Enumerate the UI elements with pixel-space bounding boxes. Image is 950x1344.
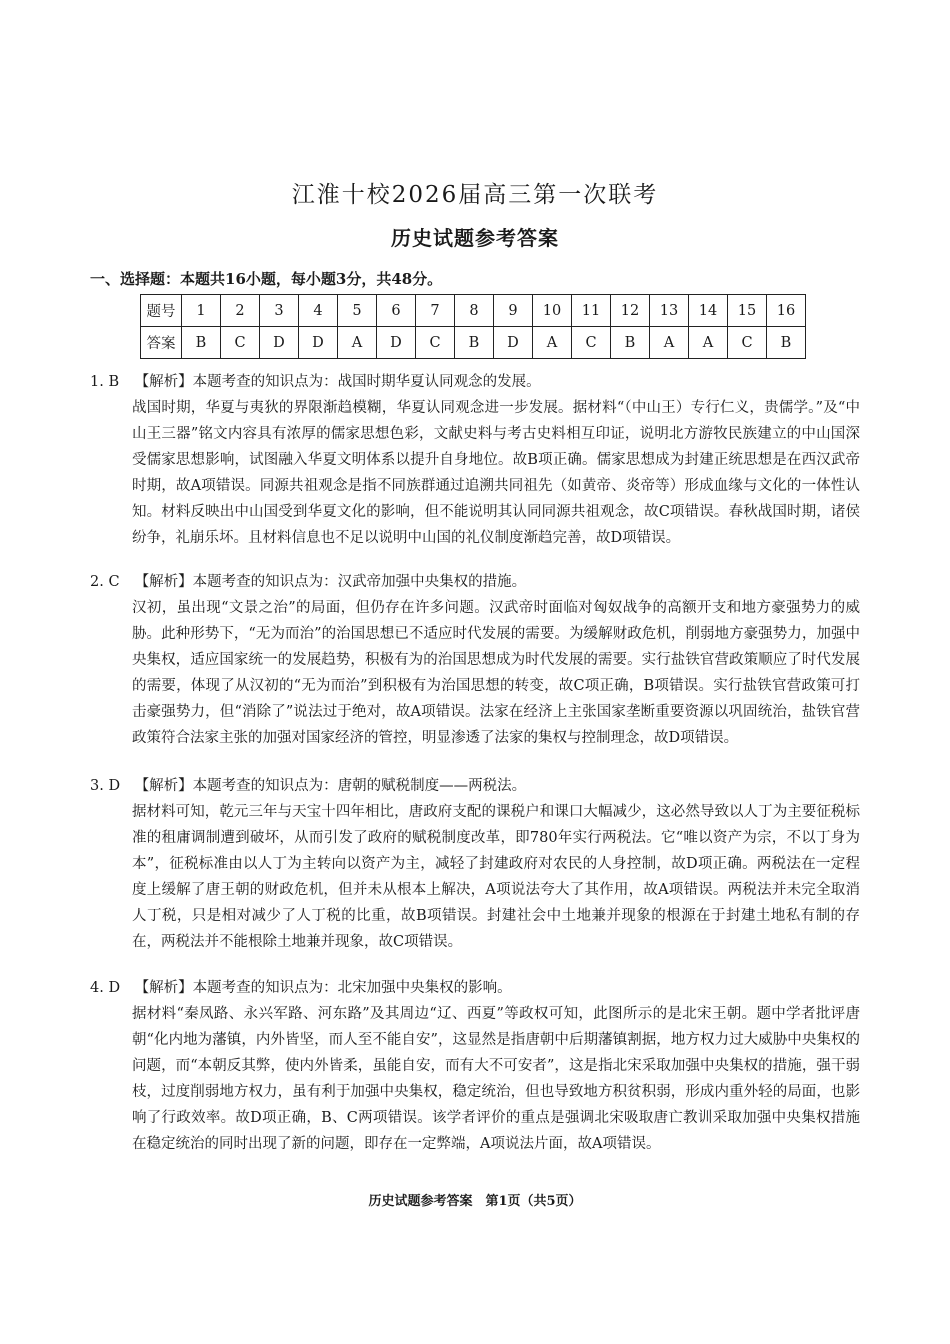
question-4 <box>90 975 860 1157</box>
question-number-cell: 12 <box>611 295 650 327</box>
question-number-cell: 4 <box>299 295 338 327</box>
question-number-cell: 5 <box>338 295 377 327</box>
question-explanation: 据材料“秦凤路、永兴军路、河东路”及其周边“辽、西夏”等政权可知，此图所示的是北宋王朝。题中学者批评唐朝“化内地为藩镇，内外皆坚，而人至不能自安”，这显然是指唐朝中后期藩镇割据，地方权力过大威胁中央集权的问题，而“本朝反其弊，使内外皆柔，虽能自安，而有大不可安者”，这是指北宋采取加强中央集权的措施，强干弱枝，过度削弱地方权力，虽有利于加强中央集权，稳定统治，但也导致地方积贫积弱，形成内重外轻的局面，也影响了行政效率。故D项正确，B、C两项错误。该学者评价的重点是强调北宋吸取唐亡教训采取加强中央集权措施在稳定统治的同时出现了新的问题，即存在一定弊端，A项说法片面，故A项错误。 <box>132 1006 860 1152</box>
answer-cell: D <box>377 327 416 359</box>
question-number-cell: 2 <box>221 295 260 327</box>
question-3 <box>90 773 860 955</box>
answer-cell: A <box>533 327 572 359</box>
question-number-cell: 13 <box>650 295 689 327</box>
question-number-cell: 15 <box>728 295 767 327</box>
document-subtitle: 历史试题参考答案 <box>391 226 559 250</box>
answer-table-answer-row <box>141 327 806 359</box>
number-row-label: 题号 <box>141 295 182 327</box>
answer-cell: C <box>572 327 611 359</box>
page-footer: 历史试题参考答案 第1页（共5页） <box>368 1194 582 1209</box>
question-number-cell: 11 <box>572 295 611 327</box>
question-number-cell: 9 <box>494 295 533 327</box>
question-analysis-heading: 【解析】本题考查的知识点为：唐朝的赋税制度——两税法。 <box>134 778 527 794</box>
question-number: 2. C <box>90 574 120 590</box>
answer-cell: C <box>728 327 767 359</box>
answer-cell: A <box>689 327 728 359</box>
question-explanation: 据材料可知，乾元三年与天宝十四年相比，唐政府支配的课税户和课口大幅减少，这必然导致以人丁为主要征税标准的租庸调制遭到破坏，从而引发了政府的赋税制度改革，即780年实行两税法。它“唯以资产为宗，不以丁身为本”，征税标准由以人丁为主转向以资产为主，减轻了封建政府对农民的人身控制，故D项正确。两税法在一定程度上缓解了唐王朝的财政危机，但并未从根本上解决，A项说法夸大了其作用，故A项错误。两税法并未完全取消人丁税，只是相对减少了人丁税的比重，故B项错误。封建社会中土地兼并现象的根源在于封建土地私有制的存在，两税法并不能根除土地兼并现象，故C项错误。 <box>132 804 860 950</box>
question-number-cell: 6 <box>377 295 416 327</box>
question-analysis-heading: 【解析】本题考查的知识点为：北宋加强中央集权的影响。 <box>134 980 512 996</box>
answer-cell: A <box>338 327 377 359</box>
question-2 <box>90 569 860 751</box>
answer-table <box>140 294 806 359</box>
question-number-cell: 8 <box>455 295 494 327</box>
question-analysis-heading: 【解析】本题考查的知识点为：汉武帝加强中央集权的措施。 <box>134 574 527 590</box>
question-explanation: 汉初，虽出现“文景之治”的局面，但仍存在许多问题。汉武帝时面临对匈奴战争的高额开支和地方豪强势力的威胁。此种形势下，“无为而治”的治国思想已不适应时代发展的需要。为缓解财政危机，削弱地方豪强势力，加强中央集权，适应国家统一的发展趋势，积极有为的治国思想成为时代发展的需要。实行盐铁官营政策顺应了时代发展的需要，体现了从汉初的“无为而治”到积极有为治国思想的转变，故C项正确，B项错误。实行盐铁官营政策可打击豪强势力，但“消除了”说法过于绝对，故A项错误。法家在经济上主张国家垄断重要资源以巩固统治，盐铁官营政策符合法家主张的加强对国家经济的管控，明显渗透了法家的集权与控制理念，故D项错误。 <box>132 600 860 746</box>
answer-table-number-row <box>141 295 806 327</box>
question-1 <box>90 369 860 551</box>
answer-cell: C <box>221 327 260 359</box>
question-number-cell: 7 <box>416 295 455 327</box>
answer-cell: D <box>299 327 338 359</box>
question-analysis-heading: 【解析】本题考查的知识点为：战国时期华夏认同观念的发展。 <box>134 374 541 390</box>
question-number-cell: 3 <box>260 295 299 327</box>
answer-cell: B <box>182 327 221 359</box>
question-number: 3. D <box>90 778 121 794</box>
question-number: 1. B <box>90 374 120 390</box>
question-number-cell: 16 <box>767 295 806 327</box>
question-number-cell: 10 <box>533 295 572 327</box>
question-number-cell: 1 <box>182 295 221 327</box>
question-explanation: 战国时期，华夏与夷狄的界限渐趋模糊，华夏认同观念进一步发展。据材料“（中山王）专行仁义，贵儒学。”及“中山王三器”铭文内容具有浓厚的儒家思想色彩，文献史料与考古史料相互印证，说明北方游牧民族建立的中山国深受儒家思想影响，试图融入华夏文明体系以提升自身地位。故B项正确。儒家思想成为封建正统思想是在西汉武帝时期，故A项错误。同源共祖观念是指不同族群通过追溯共同祖先（如黄帝、炎帝等）形成血缘与文化的一体性认知。材料反映出中山国受到华夏文化的影响，但不能说明其认同同源共祖观念，故C项错误。春秋战国时期，诸侯纷争，礼崩乐坏。且材料信息也不足以说明中山国的礼仪制度渐趋完善，故D项错误。 <box>132 400 860 546</box>
answer-cell: B <box>455 327 494 359</box>
answer-cell: B <box>767 327 806 359</box>
section-heading: 一、选择题：本题共16小题，每小题3分，共48分。 <box>90 270 443 288</box>
answer-row-label: 答案 <box>141 327 182 359</box>
question-number: 4. D <box>90 980 121 996</box>
answer-cell: A <box>650 327 689 359</box>
answer-cell: C <box>416 327 455 359</box>
answer-cell: D <box>260 327 299 359</box>
document-title: 江淮十校2026届高三第一次联考 <box>291 182 659 208</box>
answer-cell: B <box>611 327 650 359</box>
question-number-cell: 14 <box>689 295 728 327</box>
answer-cell: D <box>494 327 533 359</box>
